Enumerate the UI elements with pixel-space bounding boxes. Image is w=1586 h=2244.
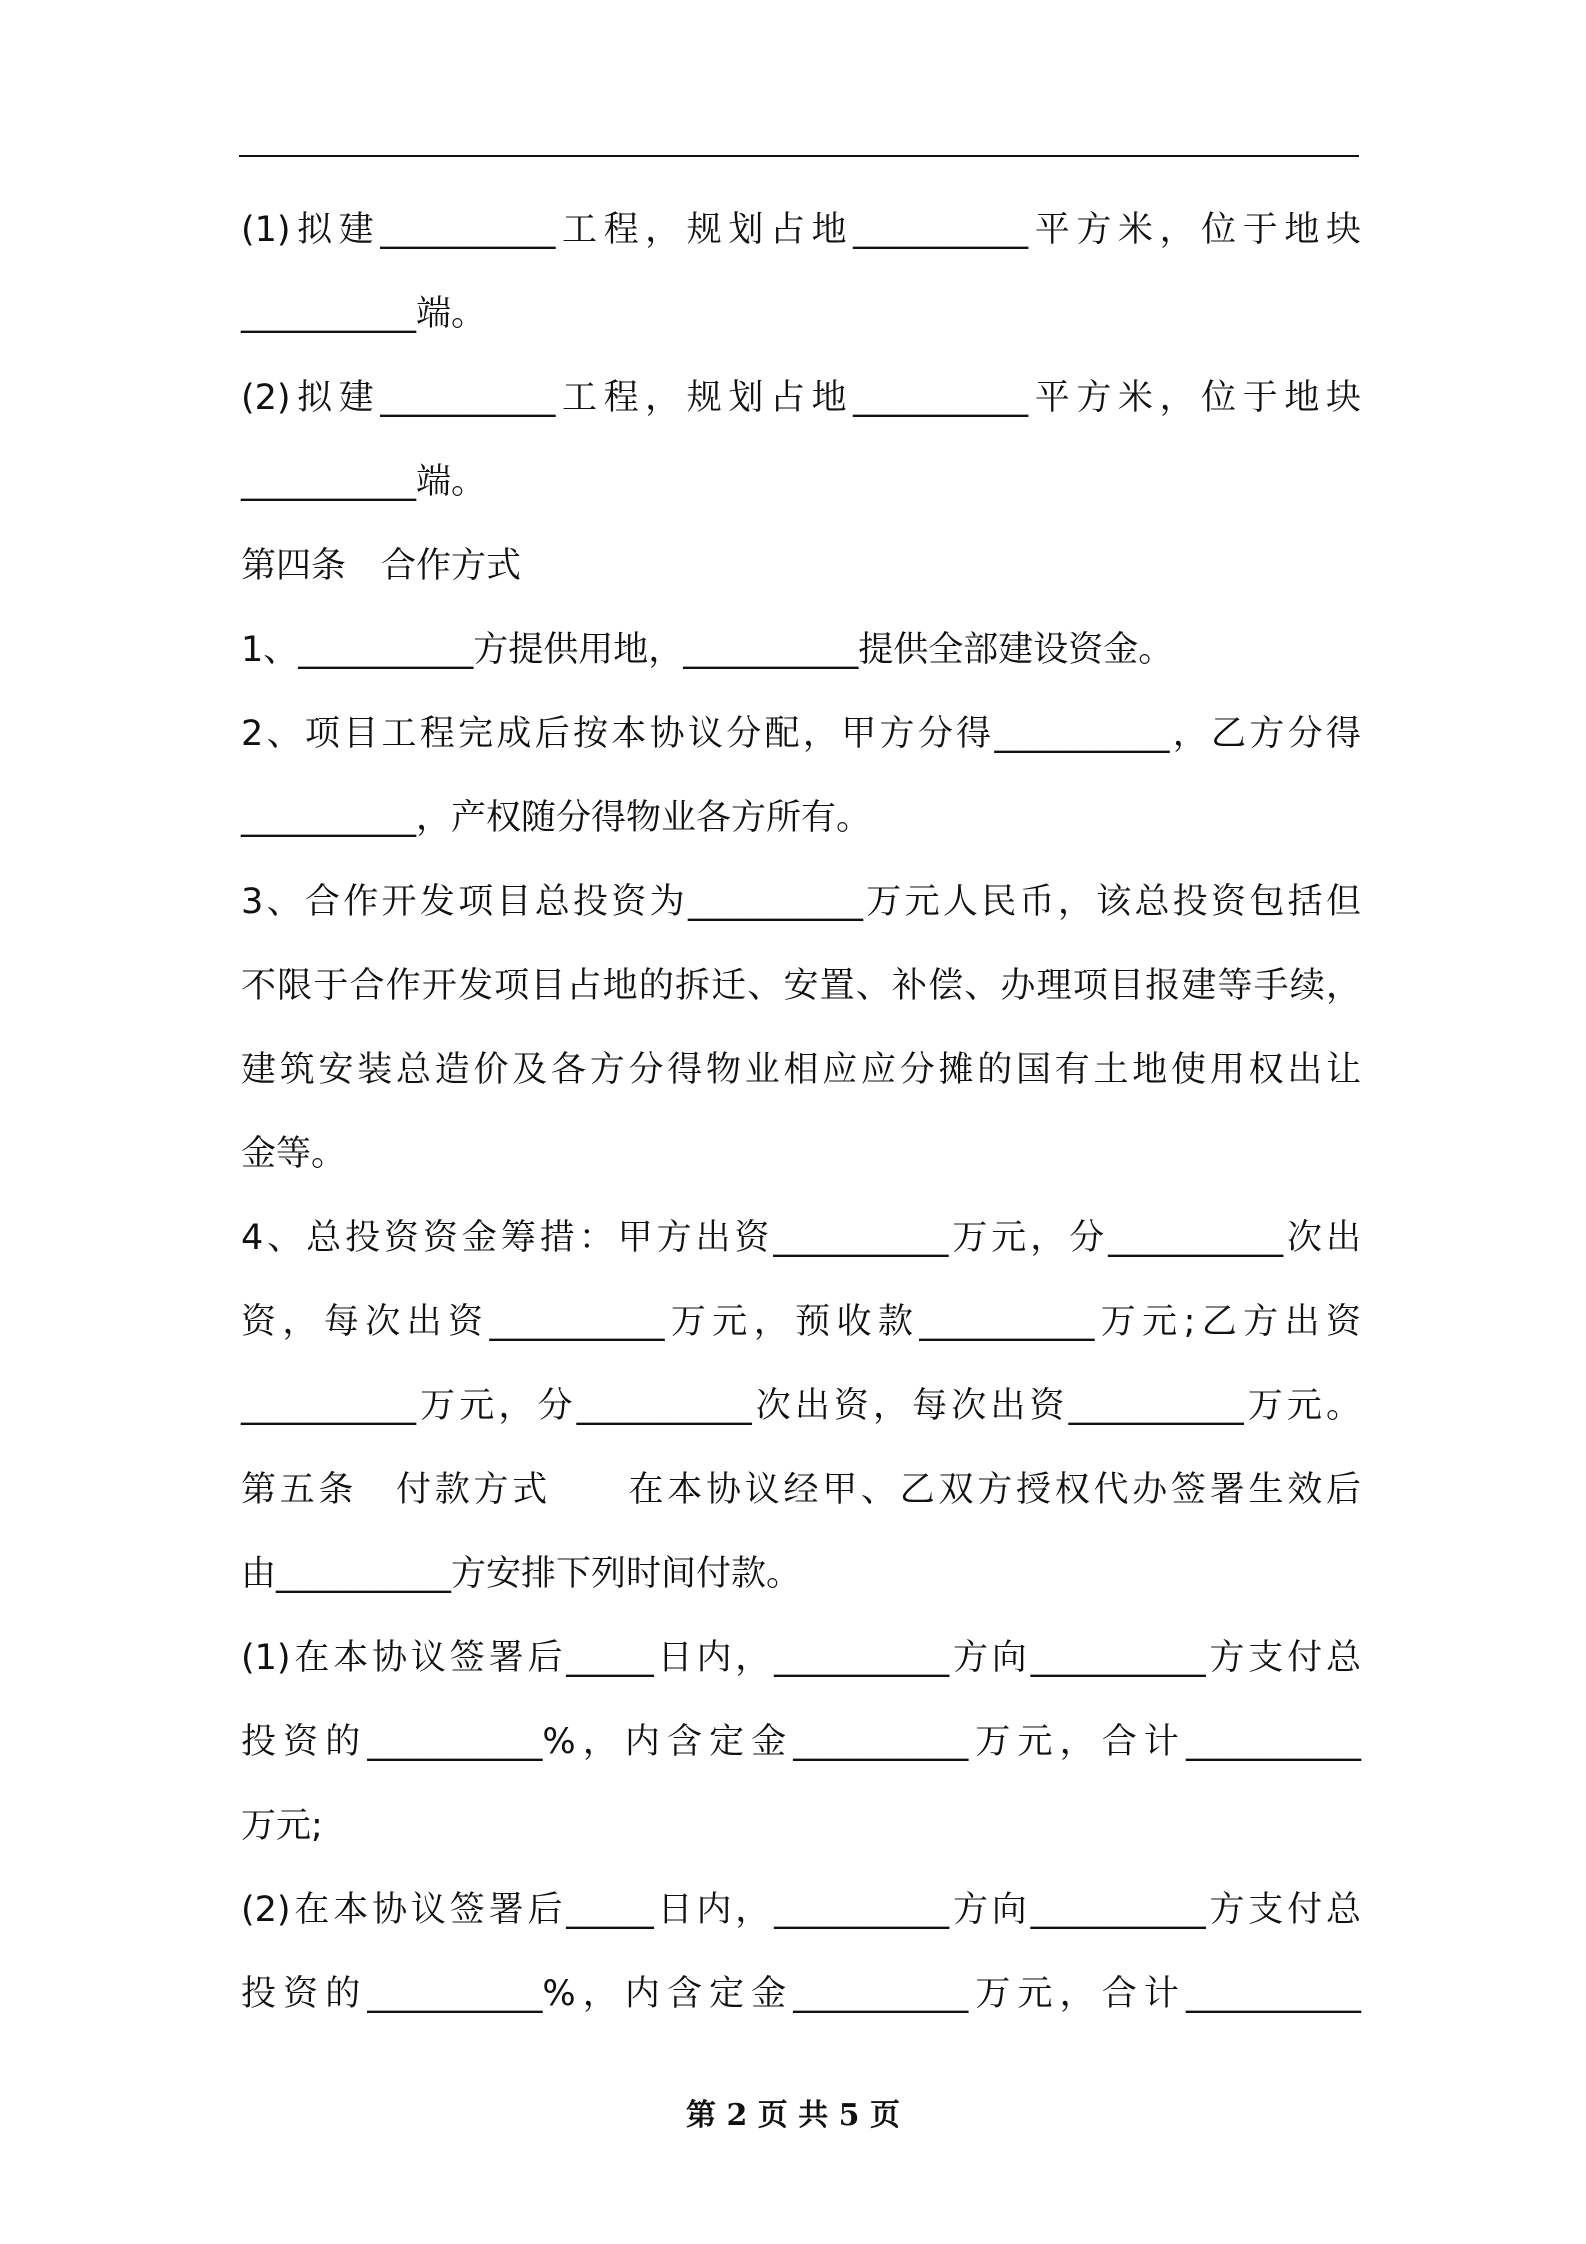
text-line: __________端。 (241, 462, 487, 502)
text-line: __________万元，分__________次出资，每次出资__________万元。 (241, 1386, 1361, 1426)
page-number-footer: 第 2 页 共 5 页 (686, 2098, 900, 2133)
text-line: (2)拟建__________工程，规划占地__________平方米，位于地块 (241, 378, 1361, 418)
text-line: 投资的__________%，内含定金__________万元，合计__________ (241, 1722, 1361, 1762)
text-line: 2、项目工程完成后按本协议分配，甲方分得__________，乙方分得 (241, 714, 1361, 754)
text-line: 1、__________方提供用地，__________提供全部建设资金。 (241, 630, 1174, 670)
text-line: 投资的__________%，内含定金__________万元，合计__________ (241, 1974, 1361, 2014)
text-line: 金等。 (241, 1134, 347, 1174)
text-line: (2)在本协议签署后_____日内，__________方向__________方支付总 (241, 1890, 1361, 1930)
text-line: 4、总投资资金筹措：甲方出资__________万元，分__________次出 (241, 1218, 1361, 1258)
text-line: 不限于合作开发项目占地的拆迁、安置、补偿、办理项目报建等手续， (241, 966, 1361, 1006)
text-line: 3、合作开发项目总投资为__________万元人民币，该总投资包括但 (241, 882, 1361, 922)
text-line: 资，每次出资__________万元，预收款__________万元;乙方出资 (241, 1302, 1361, 1342)
section-heading: 第五条 付款方式 在本协议经甲、乙双方授权代办签署生效后 (241, 1470, 1361, 1510)
text-line: (1)在本协议签署后_____日内，__________方向__________方支付总 (241, 1638, 1361, 1678)
header-divider (239, 155, 1359, 157)
text-line: 由__________方安排下列时间付款。 (241, 1554, 802, 1594)
document-body (241, 188, 1361, 2036)
text-line: __________，产权随分得物业各方所有。 (241, 798, 872, 838)
text-line: 万元; (241, 1806, 323, 1846)
text-line: (1)拟建__________工程，规划占地__________平方米，位于地块 (241, 210, 1361, 250)
text-line: 建筑安装总造价及各方分得物业相应应分摊的国有土地使用权出让 (241, 1050, 1361, 1090)
text-line: __________端。 (241, 294, 487, 334)
section-heading: 第四条 合作方式 (241, 546, 522, 586)
